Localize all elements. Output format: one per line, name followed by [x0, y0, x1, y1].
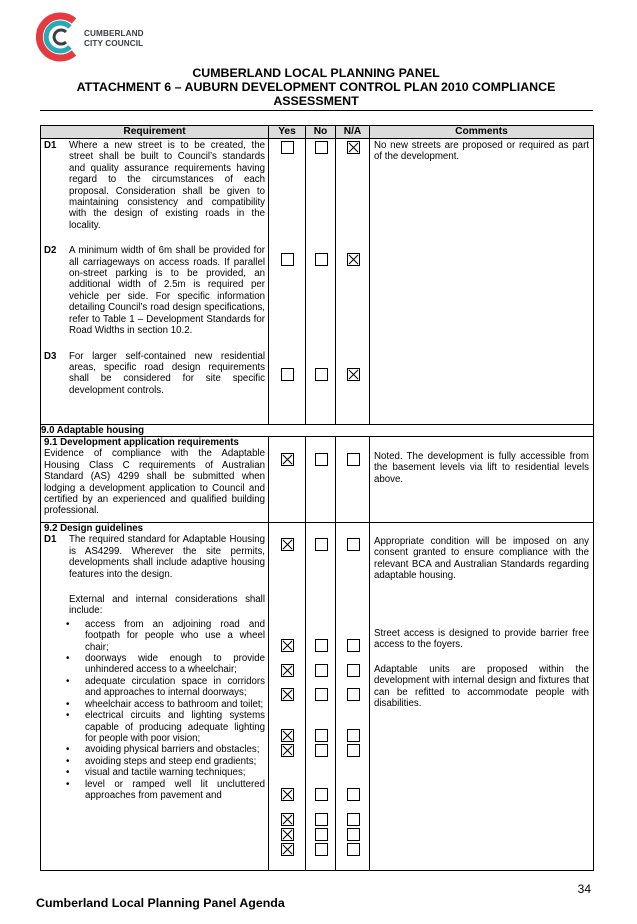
no-cell [306, 437, 336, 523]
requirement-code: D3 [44, 350, 57, 362]
bullet-icon: • [66, 755, 70, 767]
9-2-d1-no-checkbox[interactable] [315, 538, 328, 551]
bullet-text: visual and tactile warning techniques; [85, 767, 246, 779]
requirement-d3 [41, 351, 268, 397]
council-logo [36, 12, 166, 62]
comments-cell [370, 523, 594, 871]
header-requirement: Requirement [41, 126, 269, 139]
bullet-7-na-checkbox[interactable] [347, 813, 360, 826]
header-comments: Comments [370, 126, 594, 139]
spacer [41, 337, 268, 351]
header-divider [40, 110, 593, 111]
d2-na-checkbox-checked[interactable] [347, 253, 360, 266]
bullet-8-na-checkbox[interactable] [347, 828, 360, 841]
requirement-text: The required standard for Adaptable Housing is AS4299. Wherever the site permits, developments shall include adaptive housing features into the design. [69, 534, 265, 580]
d2-yes-checkbox[interactable] [281, 253, 294, 266]
comment-text: Noted. The development is fully accessible from the basement levels via lift to residential levels above. [374, 451, 589, 485]
bullet-9-na-checkbox[interactable] [347, 843, 360, 856]
requirement-text: For larger self-contained new residential areas, specific road design requirements shall be considered for site specific development controls. [69, 350, 265, 396]
table-row [41, 139, 594, 425]
bullet-3-na-checkbox[interactable] [347, 688, 360, 701]
spacer [41, 580, 268, 594]
no-cell [306, 139, 336, 425]
logo-line1: CUMBERLAND [84, 29, 144, 38]
requirement-d2 [41, 245, 268, 336]
list-item [41, 676, 268, 699]
d1-yes-checkbox[interactable] [281, 141, 294, 154]
bullet-5-no-checkbox[interactable] [315, 744, 328, 757]
requirement-d1 [41, 534, 268, 580]
requirement-text: Where a new street is to be created, the street shall be built to Council’s standards and quality assurance requirements having regard to the circumstances of each proposal. Consideration shall be given to maintaining consistency and compatibility with the design of existing roads in the locality. [69, 140, 265, 231]
bullet-text: adequate circulation space in corridors and approaches to internal doorways; [85, 675, 265, 699]
bullet-icon: • [66, 744, 70, 756]
list-item [41, 767, 268, 778]
na-cell [336, 523, 370, 871]
yes-cell [269, 139, 306, 425]
bullet-text: doorways wide enough to provide unhindered access to a wheelchair; [85, 653, 265, 676]
list-item [41, 699, 268, 710]
bullet-3-yes-checkbox-checked[interactable] [281, 688, 294, 701]
bullet-8-yes-checkbox-checked[interactable] [281, 828, 294, 841]
bullet-text: avoiding physical barriers and obstacles; [85, 744, 260, 756]
bullet-text: access from an adjoining road and footpath for people who use a wheel chair; [85, 618, 265, 653]
list-item [41, 756, 268, 767]
comments-cell [370, 437, 594, 523]
bullet-4-no-checkbox[interactable] [315, 729, 328, 742]
table-row [41, 425, 594, 437]
bullet-1-no-checkbox[interactable] [315, 639, 328, 652]
d3-yes-checkbox[interactable] [281, 368, 294, 381]
bullet-2-no-checkbox[interactable] [315, 664, 328, 677]
d1-no-checkbox[interactable] [315, 141, 328, 154]
comment-text: Adaptable units are proposed within the development with internal design and fixtures that can be refitted to accommodate people with disabilities. [374, 664, 589, 710]
bullet-text: electrical circuits and lighting systems capable of producing adequate lighting for people with poor vision; [85, 710, 265, 744]
bullet-icon: • [66, 710, 70, 722]
yes-cell [269, 437, 306, 523]
considerations-intro: External and internal considerations shall include: [69, 594, 265, 617]
bullet-2-na-checkbox[interactable] [347, 664, 360, 677]
9-2-d1-yes-checkbox-checked[interactable] [281, 538, 294, 551]
bullet-6-yes-checkbox-checked[interactable] [281, 788, 294, 801]
9-1-yes-checkbox-checked[interactable] [281, 453, 294, 466]
bullet-6-no-checkbox[interactable] [315, 788, 328, 801]
table-row [41, 523, 594, 871]
d1-na-checkbox-checked[interactable] [347, 141, 360, 154]
requirement-text: Evidence of compliance with the Adaptable Housing Class C requirements of Australian Standard (AS) 4299 shall be submitted when lodging a development application to Council and certified by an experienced and qualified building professional. [44, 448, 265, 517]
bullet-1-yes-checkbox-checked[interactable] [281, 639, 294, 652]
bullet-4-yes-checkbox-checked[interactable] [281, 729, 294, 742]
bullet-5-yes-checkbox-checked[interactable] [281, 744, 294, 757]
logo-wordmark [84, 29, 144, 49]
subheading-9-1: 9.1 Development application requirements [44, 437, 239, 448]
d3-na-checkbox-checked[interactable] [347, 368, 360, 381]
comment-text: Street access is designed to provide barrier free access to the foyers. [374, 628, 589, 651]
bullet-text: level or ramped well lit uncluttered approaches from pavement and [85, 778, 265, 801]
bullet-icon: • [66, 653, 70, 665]
yes-cell [269, 523, 306, 871]
table-header-row [41, 126, 594, 139]
bullet-icon: • [66, 767, 70, 779]
header-yes: Yes [269, 126, 306, 139]
attachment-title-line1: ATTACHMENT 6 – AUBURN DEVELOPMENT CONTROL PLAN 2010 COMPLIANCE [76, 80, 556, 94]
requirement-code: D1 [44, 534, 57, 546]
9-1-no-checkbox[interactable] [315, 453, 328, 466]
9-2-d1-na-checkbox[interactable] [347, 538, 360, 551]
table-row [41, 437, 594, 523]
no-cell [306, 523, 336, 871]
list-item [41, 779, 268, 802]
council-logo-icon [36, 12, 82, 62]
requirement-text: A minimum width of 6m shall be provided for all carriageways on access roads. If parallel on-street parking is to be provided, an additional width of 2.5m is required per vehicle per side. For specific information detailing Council’s road design specifications, refer to Table 1 – Development Standards for Road Widths in section 10.2. [69, 245, 265, 337]
comments-cell [370, 139, 594, 425]
9-1-na-checkbox[interactable] [347, 453, 360, 466]
bullet-icon: • [66, 675, 70, 687]
section-heading-adaptable: 9.0 Adaptable housing [41, 425, 594, 437]
header-no: No [306, 126, 336, 139]
requirement-cell [41, 139, 269, 425]
list-item [41, 744, 268, 755]
bullet-icon: • [66, 698, 70, 710]
spacer [41, 231, 268, 245]
na-cell [336, 139, 370, 425]
list-item [41, 653, 268, 676]
panel-title: CUMBERLAND LOCAL PLANNING PANEL [192, 66, 440, 80]
comment-text: Appropriate condition will be imposed on any consent granted to ensure compliance with the relevant BCA and Australian Standards regarding adaptable housing. [374, 536, 589, 582]
requirement-cell [41, 523, 269, 871]
bullet-7-yes-checkbox-checked[interactable] [281, 813, 294, 826]
requirement-d1 [41, 139, 268, 231]
bullet-9-yes-checkbox-checked[interactable] [281, 843, 294, 856]
na-cell [336, 437, 370, 523]
bullet-2-yes-checkbox-checked[interactable] [281, 664, 294, 677]
header-na: N/A [336, 126, 370, 139]
attachment-title-line2: ASSESSMENT [273, 94, 359, 108]
bullet-1-na-checkbox[interactable] [347, 639, 360, 652]
logo-line2: CITY COUNCIL [84, 39, 144, 48]
list-item [41, 619, 268, 653]
requirement-cell [41, 437, 269, 523]
bullet-8-no-checkbox[interactable] [315, 828, 328, 841]
footer-agenda-title: Cumberland Local Planning Panel Agenda [36, 896, 285, 910]
bullet-5-na-checkbox[interactable] [347, 744, 360, 757]
bullet-icon: • [66, 618, 70, 630]
page-number: 34 [577, 882, 591, 896]
bullet-icon: • [66, 778, 70, 790]
bullet-3-no-checkbox[interactable] [315, 688, 328, 701]
bullet-7-no-checkbox[interactable] [315, 813, 328, 826]
compliance-table [40, 125, 594, 871]
bullet-6-na-checkbox[interactable] [347, 788, 360, 801]
requirement-code: D2 [44, 245, 57, 257]
d3-no-checkbox[interactable] [315, 368, 328, 381]
comment-text: No new streets are proposed or required as part of the development. [374, 140, 589, 163]
bullet-4-na-checkbox[interactable] [347, 729, 360, 742]
subheading-9-2: 9.2 Design guidelines [44, 523, 144, 534]
list-item [41, 710, 268, 744]
bullet-text: wheelchair access to bathroom and toilet; [85, 698, 264, 710]
bullet-text: avoiding steps and steep end gradients; [85, 755, 257, 767]
bullet-9-no-checkbox[interactable] [315, 843, 328, 856]
d2-no-checkbox[interactable] [315, 253, 328, 266]
requirement-code: D1 [44, 140, 57, 151]
